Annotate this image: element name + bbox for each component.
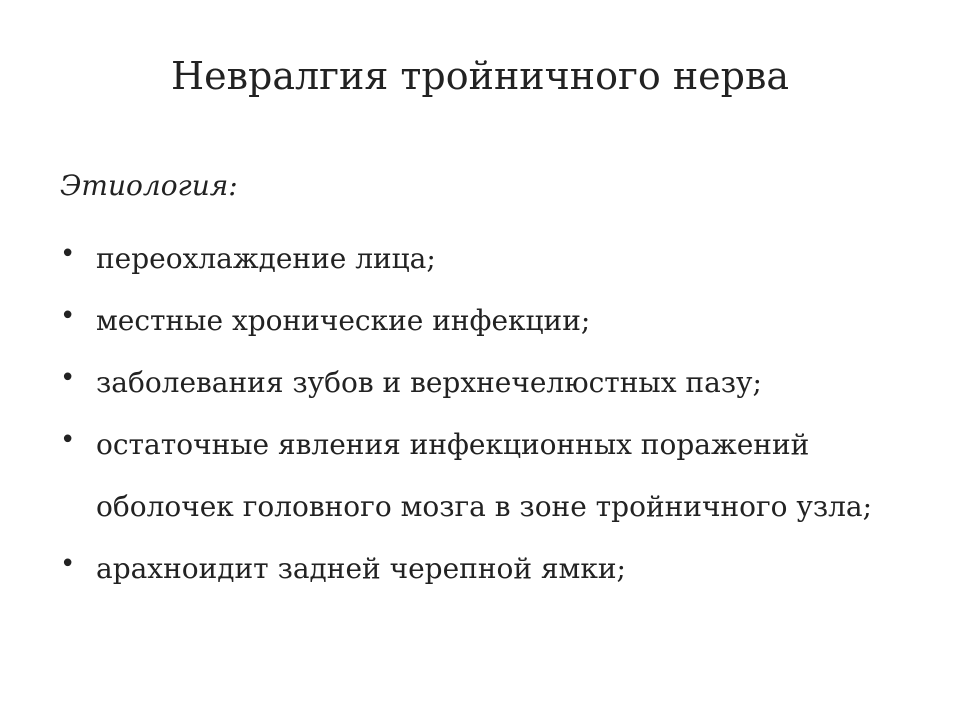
list-item-text: заболевания зубов и верхнечелюстных пазу; (96, 366, 762, 399)
list-item (60, 290, 920, 352)
list-item (60, 538, 920, 600)
bullet-icon: • (60, 549, 76, 579)
bullet-icon: • (60, 239, 76, 269)
slide-title: Невралгия тройничного нерва (170, 54, 790, 98)
list-item-text: переохлаждение лица; (96, 242, 436, 275)
list-item-text: местные хронические инфекции; (96, 304, 591, 337)
list-item (60, 228, 920, 290)
bullet-icon: • (60, 363, 76, 393)
list-item-text: арахноидит задней черепной ямки; (96, 552, 626, 585)
list-item (60, 414, 920, 538)
section-subtitle: Этиология: (60, 169, 238, 202)
bullet-list (60, 228, 920, 600)
bullet-icon: • (60, 425, 76, 455)
bullet-icon: • (60, 301, 76, 331)
list-item-text: остаточные явления инфекционных поражений оболочек головного мозга в зоне тройничного узла; (96, 428, 873, 523)
list-item (60, 352, 920, 414)
